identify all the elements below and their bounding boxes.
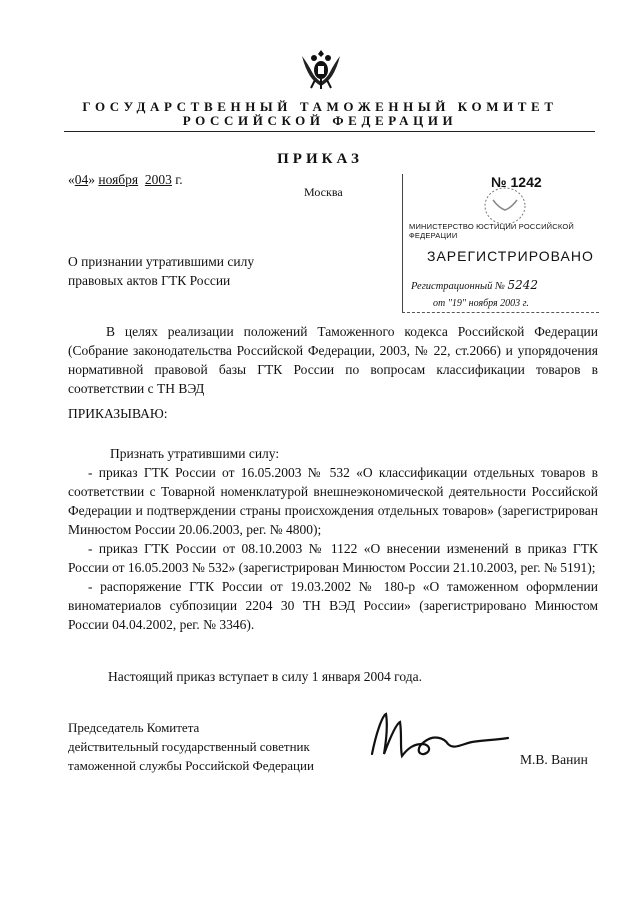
date-close-quote: » [88, 172, 95, 187]
stamp-number: № 1242 [491, 174, 542, 190]
signatory-title-line2: действительный государственный советник [68, 739, 310, 754]
date-open-quote: « [68, 172, 75, 187]
stamp-reg-year: 2003 г. [500, 298, 529, 309]
order-city: Москва [304, 185, 343, 199]
stamp-registration-date [433, 298, 529, 309]
organization-name-line2: РОССИЙСКОЙ ФЕДЕРАЦИИ [182, 113, 458, 128]
registration-stamp [402, 174, 599, 313]
revocation-item: - распоряжение ГТК России от 19.03.2002 № 180-р «О таможенном оформлении виноматериалов субпозиции 2204 30 ТН ВЭД России» (зарегистрировано Минюстом России 04.04.2002, рег. № 3346). [68, 579, 598, 632]
stamp-registered: ЗАРЕГИСТРИРОВАНО [427, 248, 594, 264]
signatory-title [68, 718, 314, 775]
stamp-reg-day: 19 [451, 298, 462, 309]
command-word: ПРИКАЗЫВАЮ: [68, 406, 168, 421]
effective-date-paragraph: Настоящий приказ вступает в силу 1 января 2004 года. [108, 669, 422, 684]
stamp-registration-number [411, 278, 538, 292]
coat-of-arms-emblem [296, 46, 346, 92]
stamp-ministry: МИНИСТЕРСТВО ЮСТИЦИИ РОССИЙСКОЙ ФЕДЕРАЦИИ [409, 222, 574, 240]
signatory-title-line1: Председатель Комитета [68, 720, 200, 735]
header-divider [64, 131, 595, 132]
subject-line1: О признании утратившими силу [68, 254, 255, 269]
signatory-name: М.В. Ванин [520, 752, 588, 767]
handwritten-signature [362, 704, 512, 766]
date-day: 04 [74, 172, 89, 187]
revocation-lead: Признать утратившими силу: [110, 446, 280, 461]
date-year-digit: 3 [165, 172, 172, 187]
intro-paragraph: В целях реализации положений Таможенного кодекса Российской Федерации (Собрание законодательства Российской Федерации, 2003, № 22, ст.2066) и упорядочения нормативной правовой базы ГТК России по вопросам классификации товаров в соответствии с ТН ВЭД [68, 324, 598, 396]
document-title: ПРИКАЗ [277, 151, 363, 167]
date-year-prefix: 200 [144, 172, 166, 187]
stamp-date-prefix: от " [433, 298, 452, 309]
order-date [68, 172, 183, 188]
date-year-suffix: г. [175, 172, 183, 187]
stamp-reg-label: Регистрационный № [411, 281, 505, 292]
stamp-reg-number: 5242 [507, 278, 539, 292]
signatory-title-line3: таможенной службы Российской Федерации [68, 758, 314, 773]
revocation-item: - приказ ГТК России от 08.10.2003 № 1122 «О внесении изменений в приказ ГТК России от 16.05.2003 № 532» (зарегистрирован Минюстом России 21.10.2003, рег. № 5191); [68, 541, 598, 575]
stamp-date-mid: " [461, 298, 467, 309]
subject-line2: правовых актов ГТК России [68, 273, 231, 288]
stamp-reg-month: ноября [468, 298, 498, 309]
date-month: ноября [98, 172, 139, 187]
organization-name-line1: ГОСУДАРСТВЕННЫЙ ТАМОЖЕННЫЙ КОМИТЕТ [82, 99, 558, 114]
order-subject [68, 252, 254, 290]
revocation-list [68, 444, 598, 634]
revocation-item: - приказ ГТК России от 16.05.2003 № 532 «О классификации отдельных товаров в соответствии с Товарной номенклатурой внешнеэкономической деятельности Российской Федерации и подтверждении страны происхождения отдельных товаров» (зарегистрирован Минюстом России 20.06.2003, рег. № 4800); [68, 465, 598, 537]
